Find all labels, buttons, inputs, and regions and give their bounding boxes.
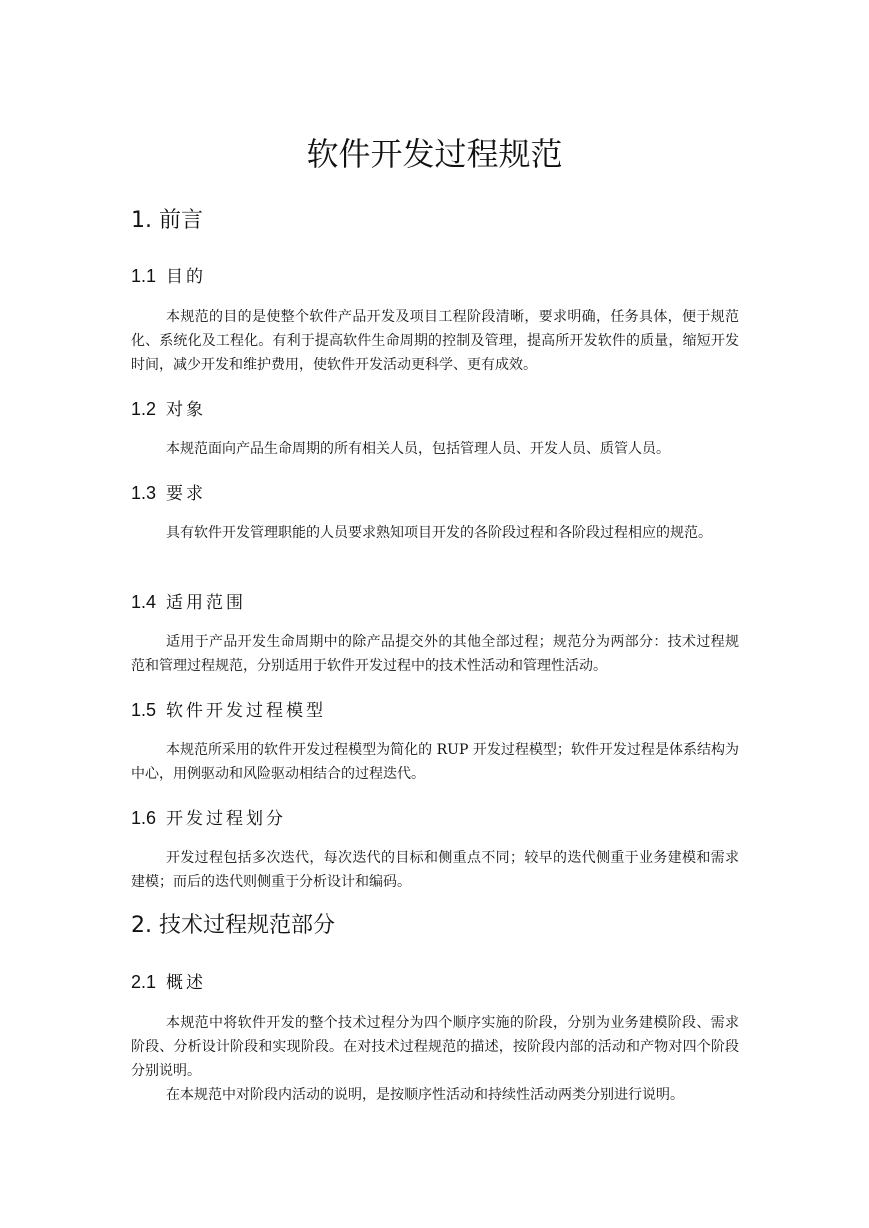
section-heading-technical: 2. 技术过程规范部分 [131,913,335,938]
paragraph-requirements: 具有软件开发管理职能的人员要求熟知项目开发的各阶段过程和各阶段过程相应的规范。 [166,525,712,541]
subsection-title: 适用范围 [166,593,247,613]
subsection-number: 2.1 [131,972,157,992]
subsection-number: 1.6 [131,808,157,828]
subsection-heading-scope [131,590,246,615]
document-title: 软件开发过程规范 [306,135,563,173]
paragraph-process-model: 本规范所采用的软件开发过程模型为简化的 RUP 开发过程模型；软件开发过程是体系结构为中心，用例驱动和风险驱动相结合的过程迭代。 [131,742,739,782]
paragraph-process-division: 开发过程包括多次迭代，每次迭代的目标和侧重点不同；较早的迭代侧重于业务建模和需求建模；而后的迭代则侧重于分析设计和编码。 [131,850,739,890]
paragraph-scope: 适用于产品开发生命周期中的除产品提交外的其他全部过程；规范分为两部分：技术过程规范和管理过程规范，分别适用于软件开发过程中的技术性活动和管理性活动。 [131,634,739,674]
paragraph-audience: 本规范面向产品生命周期的所有相关人员，包括管理人员、开发人员、质管人员。 [166,441,670,457]
subsection-number: 1.4 [131,592,157,612]
subsection-number: 1.2 [131,399,157,419]
subsection-title: 概述 [166,973,207,993]
subsection-heading-requirements [131,481,206,506]
subsection-heading-process-division [131,806,286,831]
subsection-title: 要求 [166,484,207,504]
subsection-heading-overview [131,970,206,995]
subsection-title: 目的 [166,267,207,287]
subsection-number: 1.3 [131,483,157,503]
subsection-heading-process-model [131,698,326,723]
subsection-title: 对象 [166,400,207,420]
paragraph-overview-1: 本规范中将软件开发的整个技术过程分为四个顺序实施的阶段，分别为业务建模阶段、需求阶段、分析设计阶段和实现阶段。在对技术过程规范的描述，按阶段内部的活动和产物对四个阶段分别说明。 [131,1015,739,1079]
section-heading-preface: 1. 前言 [131,208,203,233]
subsection-number: 1.5 [131,700,157,720]
subsection-heading-purpose [131,264,206,289]
subsection-title: 软件开发过程模型 [166,701,327,721]
subsection-title: 开发过程划分 [166,809,287,829]
paragraph-overview-2: 在本规范中对阶段内活动的说明，是按顺序性活动和持续性活动两类分别进行说明。 [166,1087,684,1103]
subsection-number: 1.1 [131,266,157,286]
paragraph-purpose: 本规范的目的是使整个软件产品开发及项目工程阶段清晰，要求明确，任务具体，便于规范化、系统化及工程化。有利于提高软件生命周期的控制及管理，提高所开发软件的质量，缩短开发时间，减少开发和维护费用，使软件开发活动更科学、更有成效。 [131,309,739,373]
subsection-heading-audience [131,397,206,422]
